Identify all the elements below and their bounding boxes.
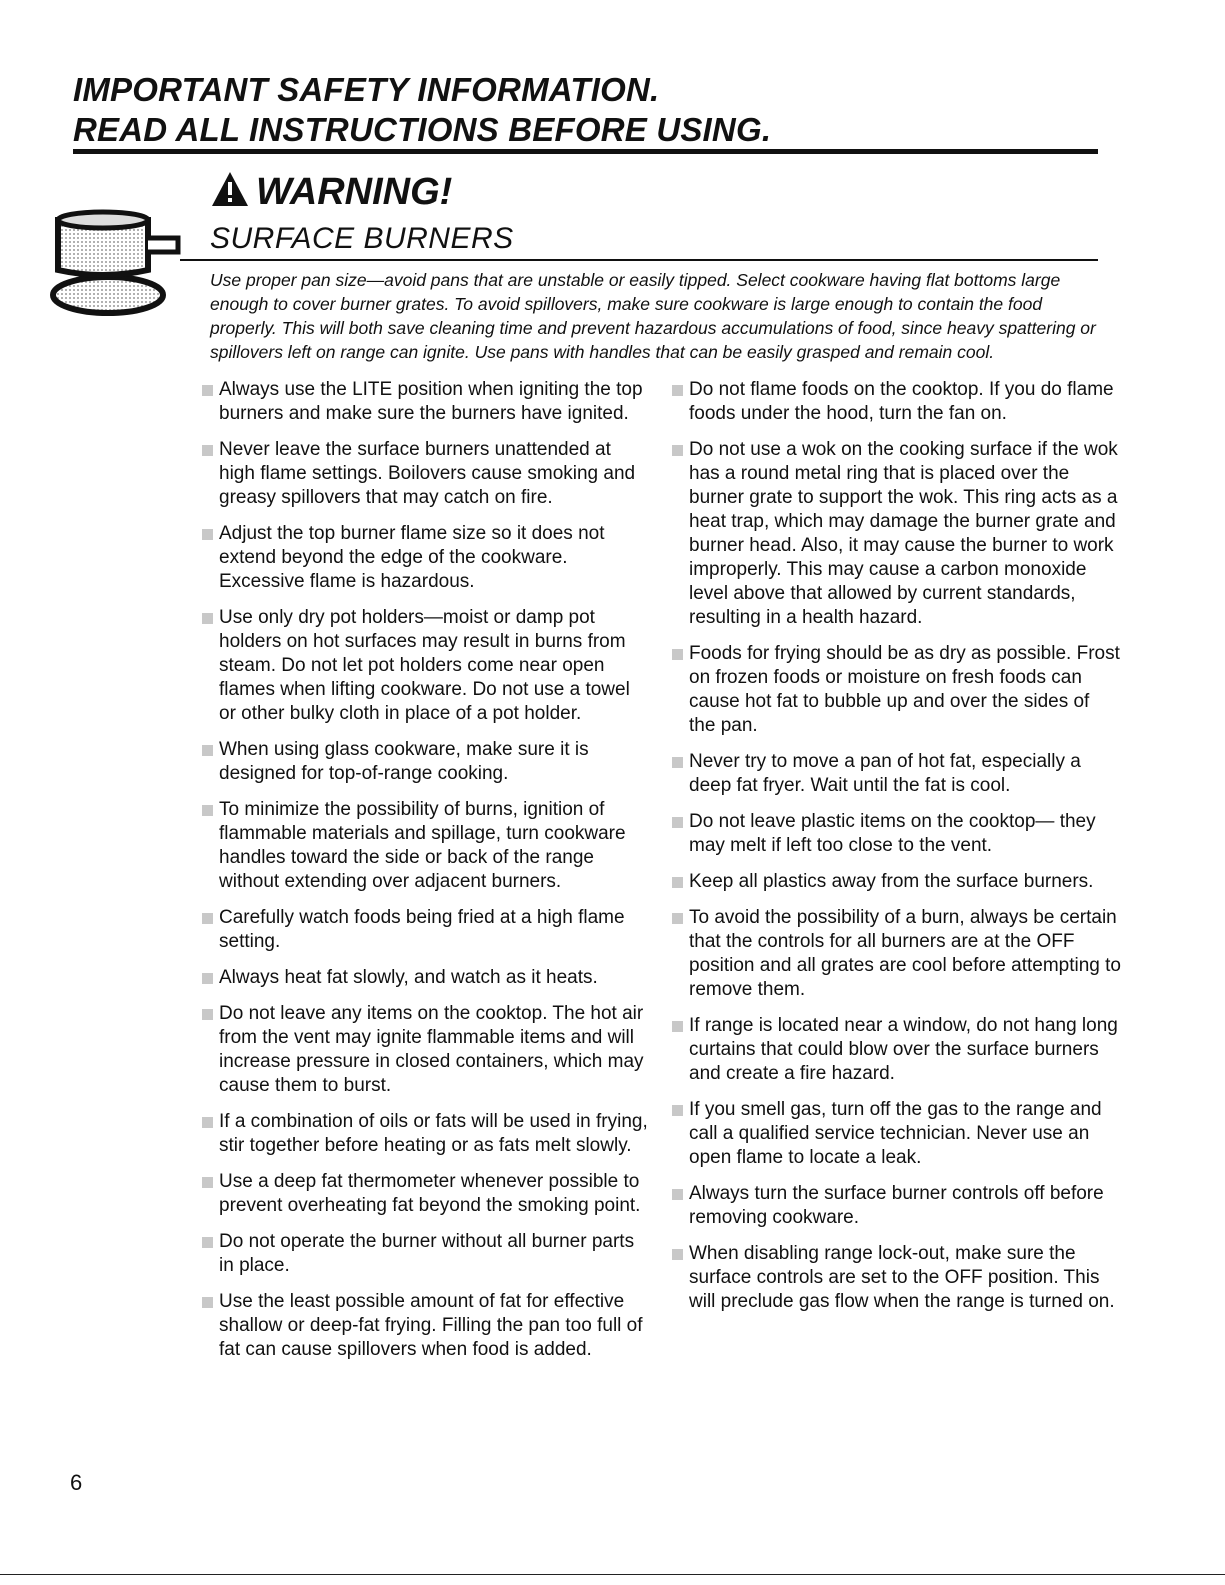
page-header [73,70,1093,150]
bullet-icon [202,445,213,456]
list-item: Carefully watch foods being fried at a high flame setting. [201,906,651,954]
section-divider [180,259,1098,261]
list-item: If a combination of oils or fats will be used in frying, stir together before heating or as fats melt slowly. [201,1110,651,1158]
bullet-icon [672,385,683,396]
bullet-icon [672,649,683,660]
list-item: To minimize the possibility of burns, ignition of flammable materials and spillage, turn cookware handles toward the side or back of the range without extending over adjacent burners. [201,798,651,894]
list-item: Use the least possible amount of fat for effective shallow or deep-fat frying. Filling the pan too full of fat can cause spillovers when food is added. [201,1290,651,1362]
bullet-icon [672,445,683,456]
header-divider [73,149,1098,154]
left-column [201,378,651,1374]
bullet-icon [202,1177,213,1188]
bullet-icon [202,745,213,756]
list-item: Never try to move a pan of hot fat, especially a deep fat fryer. Wait until the fat is cool. [671,750,1121,798]
list-item: Do not flame foods on the cooktop. If you do flame foods under the hood, turn the fan on. [671,378,1121,426]
bullet-icon [202,973,213,984]
bullet-icon [202,385,213,396]
header-line-2: READ ALL INSTRUCTIONS BEFORE USING. [73,111,772,148]
list-item: Foods for frying should be as dry as possible. Frost on frozen foods or moisture on fresh foods can cause hot fat to bubble up and over the sides of the pan. [671,642,1121,738]
warning-triangle-icon [210,170,250,208]
bullet-icon [202,1297,213,1308]
list-item: Use only dry pot holders—moist or damp pot holders on hot surfaces may result in burns from steam. Do not let pot holders come near open flames when lifting cookware. Do not use a towel or other bulky cloth in place of a pot holder. [201,606,651,726]
list-item: Adjust the top burner flame size so it does not extend beyond the edge of the cookware. Excessive flame is hazardous. [201,522,651,594]
bullet-icon [672,877,683,888]
list-item: When using glass cookware, make sure it is designed for top-of-range cooking. [201,738,651,786]
bullet-icon [672,817,683,828]
list-item: Always heat fat slowly, and watch as it heats. [201,966,651,990]
list-item: Always turn the surface burner controls off before removing cookware. [671,1182,1121,1230]
list-item: When disabling range lock-out, make sure the surface controls are set to the OFF position. This will preclude gas flow when the range is turned on. [671,1242,1121,1314]
section-subtitle: SURFACE BURNERS [210,222,514,255]
warning-heading [210,170,452,214]
list-item: If you smell gas, turn off the gas to the range and call a qualified service technician. Never use an open flame to locate a leak. [671,1098,1121,1170]
bullet-icon [202,913,213,924]
bullet-icon [202,805,213,816]
bullet-icon [202,1009,213,1020]
list-item: Do not operate the burner without all burner parts in place. [201,1230,651,1278]
bullet-icon [672,1249,683,1260]
bullet-icon [202,1237,213,1248]
page-bottom-rule [0,1574,1225,1575]
header-line-1: IMPORTANT SAFETY INFORMATION. [73,71,660,108]
list-item: Never leave the surface burners unattended at high flame settings. Boilovers cause smoking and greasy spillovers that may catch on fire. [201,438,651,510]
list-item: Use a deep fat thermometer whenever possible to prevent overheating fat beyond the smoking point. [201,1170,651,1218]
bullet-icon [202,1117,213,1128]
bullet-icon [202,613,213,624]
right-column [671,378,1121,1326]
warning-title: WARNING! [256,171,453,213]
bullet-icon [202,529,213,540]
list-item: If range is located near a window, do not hang long curtains that could blow over the surface burners and create a fire hazard. [671,1014,1121,1086]
list-item: Do not leave plastic items on the cooktop— they may melt if left too close to the vent. [671,810,1121,858]
pot-on-burner-icon [48,200,188,320]
list-item: Always use the LITE position when igniting the top burners and make sure the burners have ignited. [201,378,651,426]
intro-paragraph: Use proper pan size—avoid pans that are unstable or easily tipped. Select cookware having flat bottoms large enough to cover burner grates. To avoid spillovers, make sure cookware is large enough to contain the food properly. This will both save cleaning time and prevent hazardous accumulations of food, since heavy spattering or spillovers left on range can ignite. Use pans with handles that can be easily grasped and remain cool. [210,270,1096,362]
page-number: 6 [70,1470,83,1495]
list-item: Do not leave any items on the cooktop. The hot air from the vent may ignite flammable items and will increase pressure in closed containers, which may cause them to burst. [201,1002,651,1098]
bullet-icon [672,1021,683,1032]
list-item: Keep all plastics away from the surface burners. [671,870,1121,894]
bullet-icon [672,757,683,768]
list-item: To avoid the possibility of a burn, always be certain that the controls for all burners are at the OFF position and all grates are cool before attempting to remove them. [671,906,1121,1002]
bullet-icon [672,1105,683,1116]
bullet-icon [672,1189,683,1200]
list-item: Do not use a wok on the cooking surface if the wok has a round metal ring that is placed over the burner grate to support the wok. This ring acts as a heat trap, which may damage the burner grate and burner head. Also, it may cause the burner to work improperly. This may cause a carbon monoxide level above that allowed by current standards, resulting in a health hazard. [671,438,1121,630]
bullet-icon [672,913,683,924]
